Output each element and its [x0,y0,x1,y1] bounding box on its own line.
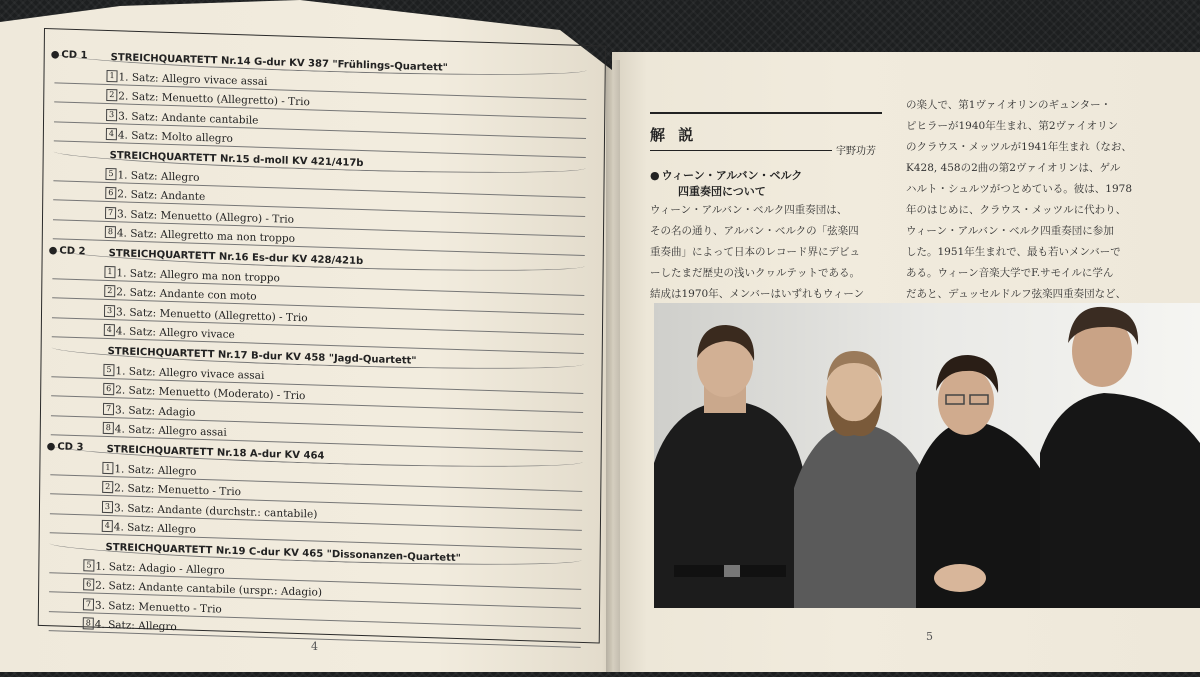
article-line: した。1951年生まれで、最も若いメンバーで [906,246,1121,258]
track-number: 8 [105,226,116,238]
track-title: 2. Satz: Menuetto - Trio [114,482,242,499]
article-line: の楽人で、第1ヴァイオリンのギュンター・ [906,99,1112,111]
track-number: 7 [83,598,94,610]
quartet-photo-drawing [654,303,1200,608]
track-number: 8 [83,618,94,630]
page-number-right: 5 [926,630,933,643]
track-title: 4. Satz: Allegro [94,619,177,634]
track-number: 2 [106,89,117,101]
subhead-line-2: 四重奏団について [678,185,766,198]
booklet-spine [606,60,620,672]
article-line: その名の通り、アルバン・ベルクの「弦楽四 [650,225,859,237]
author-name: 宇野功芳 [836,146,876,157]
cd-label: ● CD 3 [47,441,84,453]
track-title: 4. Satz: Allegro [113,521,196,537]
article-line: のクラウス・メッツルが1941年生まれ（なお、 [906,141,1132,153]
track-number: 4 [102,520,113,532]
track-number: 8 [103,422,114,434]
article-line: ウィーン・アルバン・ベルク四重奏団は、 [650,204,848,216]
article-line: ーしたまだ歴史の浅いクヮルテットである。 [650,267,860,279]
track-number: 2 [104,285,115,297]
work-title: STREICHQUARTETT Nr.16 Es-dur KV 428/421b [108,248,364,268]
work-title: STREICHQUARTETT Nr.17 B-dur KV 458 "Jagd-Quartett" [107,346,417,367]
article-line: ウィーン・アルバン・ベルク四重奏団に参加 [906,225,1114,237]
article-column-2 [906,95,1132,305]
track-title: 2. Satz: Menuetto (Moderato) - Trio [115,384,306,403]
article-line: 結成は1970年、メンバーはいずれもウィーン [650,288,865,300]
section-rule-top [650,112,882,114]
section-title: 解 説 [650,126,698,144]
track-number: 3 [106,109,117,121]
cd-label: ● CD 2 [49,245,86,257]
track-number: 6 [83,578,94,590]
track-number: 5 [83,559,94,571]
track-title: 2. Satz: Andante cantabile (urspr.: Adagio) [95,579,323,599]
track-number: 4 [106,128,117,140]
track-number: 5 [105,168,116,180]
article-subhead [650,168,802,200]
work-title: STREICHQUARTETT Nr.14 G-dur KV 387 "Frühlings-Quartett" [110,52,448,74]
track-title: 1. Satz: Allegro vivace assai [118,70,268,88]
track-title: 1. Satz: Allegro [114,462,197,478]
track-number: 2 [102,481,113,493]
article-column-1 [650,200,864,305]
track-title: 2. Satz: Andante [117,188,206,204]
track-title: 3. Satz: Adagio [114,404,196,419]
work-title: STREICHQUARTETT Nr.19 C-dur KV 465 "Dissonanzen-Quartett" [105,541,461,565]
article-line: だあと、デュッセルドルフ弦楽四重奏団など、 [906,288,1127,300]
track-number: 7 [103,403,114,415]
track-number: 3 [104,305,115,317]
article-line: 重奏曲」によって日本のレコード界にデビュ [650,246,860,258]
article-line: ピヒラーが1940年生まれ、第2ヴァイオリン [906,120,1119,132]
quartet-group-photo [654,303,1200,608]
track-title: 4. Satz: Allegro assai [114,423,227,440]
track-title: 2. Satz: Menuetto (Allegretto) - Trio [118,90,310,109]
track-title: 3. Satz: Menuetto - Trio [94,599,222,616]
track-number: 1 [106,70,117,82]
article-line: ある。ウィーン音楽大学でF.サモイルに学ん [906,267,1114,279]
subhead-line-1: ● ウィーン・アルバン・ベルク [650,168,802,184]
cd-label: ● CD 1 [51,49,88,61]
track-number: 3 [102,501,113,513]
track-title: 3. Satz: Andante (durchstr.: cantabile) [113,502,318,521]
track-number: 6 [103,383,114,395]
section-rule-bottom [650,150,832,151]
track-number: 1 [102,461,113,473]
track-title: 3. Satz: Menuetto (Allegretto) - Trio [115,306,308,325]
track-title: 1. Satz: Allegro vivace assai [115,364,265,382]
track-title: 3. Satz: Menuetto (Allegro) - Trio [117,208,295,226]
track-title: 2. Satz: Andante con moto [116,286,257,303]
article-line: 年のはじめに、クラウス・メッツルに代わり、 [906,204,1127,216]
tracklist-box [38,28,606,643]
track-title: 4. Satz: Allegretto ma non troppo [116,227,295,246]
track-title: 4. Satz: Molto allegro [117,129,233,146]
track-title: 1. Satz: Allegro ma non troppo [116,266,280,285]
track-title: 3. Satz: Andante cantabile [118,110,259,127]
article-line: K428, 458の2曲の第2ヴァイオリンは、ゲル [906,162,1121,174]
track-number: 4 [104,324,115,336]
track-title: 4. Satz: Allegro vivace [115,325,235,342]
track-title: 1. Satz: Adagio - Allegro [95,560,225,577]
track-number: 7 [105,207,116,219]
track-title: 1. Satz: Allegro [117,168,200,184]
page-number-left: 4 [311,640,318,653]
work-title: STREICHQUARTETT Nr.15 d-moll KV 421/417b [109,150,364,170]
work-title: STREICHQUARTETT Nr.18 A-dur KV 464 [106,443,325,462]
track-number: 1 [104,266,115,278]
track-number: 5 [103,363,114,375]
article-line: ハルト・シュルツがつとめている。彼は、1978 [906,183,1133,195]
track-number: 6 [105,187,116,199]
